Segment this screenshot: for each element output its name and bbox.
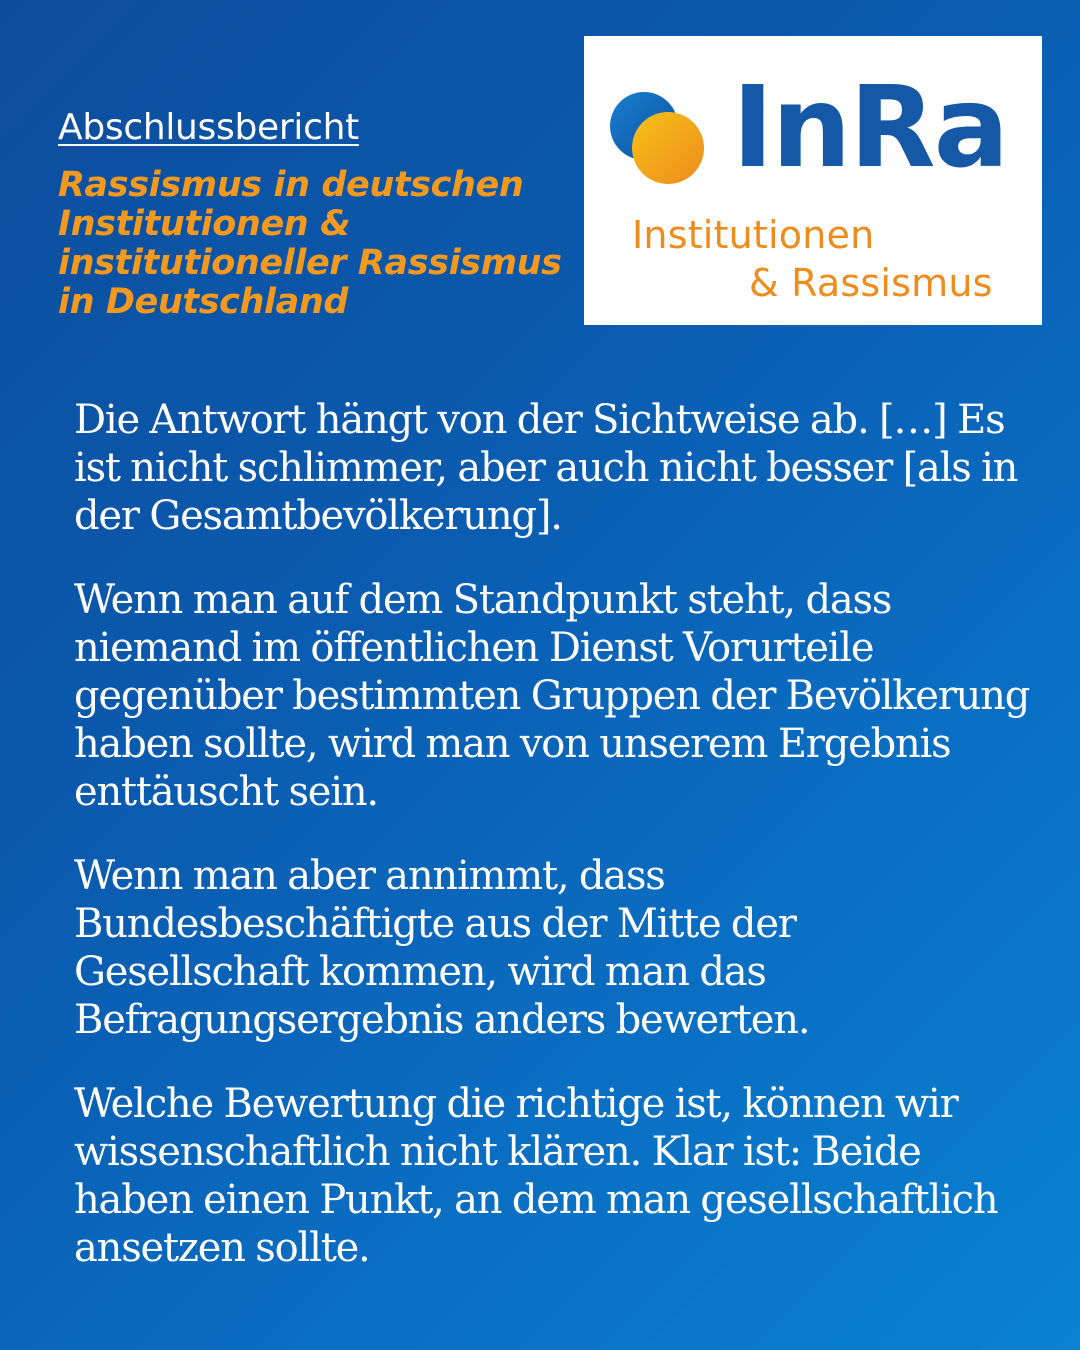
- report-subtitle: Rassismus in deutschen Institutionen & institutioneller Rassismus in Deutschland: [58, 164, 562, 322]
- inra-logo: [584, 36, 1042, 325]
- logo-tagline-line1: Institutionen: [632, 213, 875, 257]
- report-label: Abschlussbericht: [58, 107, 359, 148]
- quote-paragraph-3: Wenn man aber annimmt, dass Bundesbeschäftigte aus der Mitte der Gesellschaft kommen, wird man das Befragungsergebnis anders bewerten.: [74, 853, 810, 1043]
- quote-paragraph-1: Die Antwort hängt von der Sichtweise ab. […] Es ist nicht schlimmer, aber auch nicht besser [als in der Gesamtbevölkerung].: [74, 397, 1018, 539]
- logo-wordmark: InRa: [732, 63, 1008, 193]
- report-header: [58, 108, 568, 322]
- quote-paragraph-4: Welche Bewertung die richtige ist, können wir wissenschaftlich nicht klären. Klar ist: Beide haben einen Punkt, an dem man gesellschaftlich ansetzen sollte.: [74, 1081, 998, 1271]
- logo-tagline-line2: & Rassismus: [749, 261, 993, 305]
- overlapping-circles-icon: [604, 86, 714, 186]
- quote-block: [74, 396, 1034, 1308]
- quote-paragraph-2: Wenn man auf dem Standpunkt steht, dass niemand im öffentlichen Dienst Vorurteile gegenüber bestimmten Gruppen der Bevölkerung haben sollte, wird man von unserem Ergebnis enttäuscht sein.: [74, 577, 1030, 815]
